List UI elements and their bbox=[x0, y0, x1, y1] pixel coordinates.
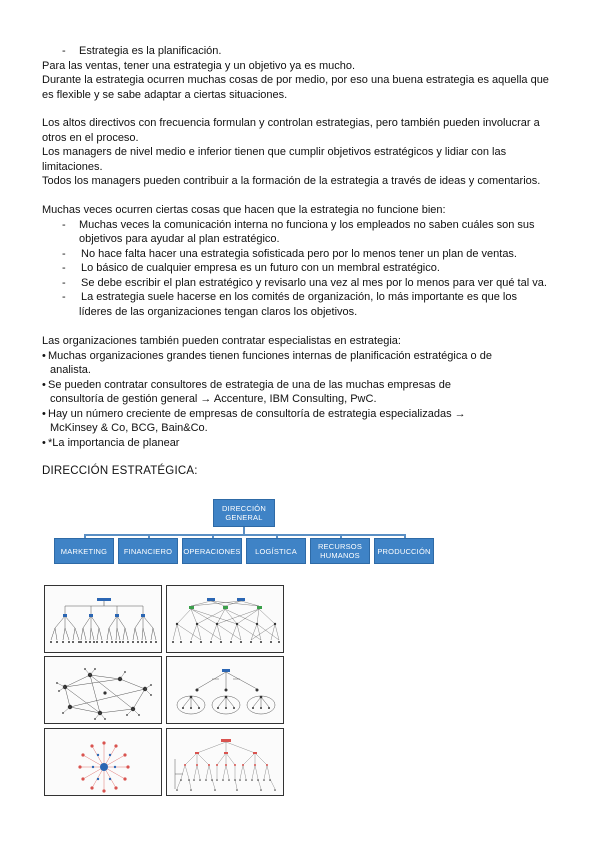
text-line: No hace falta hacer una estrategia sofisticada pero por lo menos tener un plan de ventas. bbox=[81, 247, 517, 260]
dash-bullet: - bbox=[62, 262, 66, 274]
text-line: Para las ventas, tener una estrategia y un objetivo ya es mucho. bbox=[42, 59, 356, 72]
text-line: limitaciones. bbox=[42, 160, 103, 173]
text-line: Durante la estrategia ocurren muchas cosas de por medio, por eso una buena estrategia es aquella que bbox=[42, 74, 549, 86]
text-line: Muchas organizaciones grandes tienen funciones internas de planificación estratégica o de bbox=[48, 349, 492, 362]
org-box-produccion: PRODUCCIÓN bbox=[374, 538, 434, 564]
dash-bullet: - bbox=[62, 218, 66, 231]
text-line: líderes de las organizaciones tengan claros los objetivos. bbox=[79, 305, 358, 318]
text-line: Las organizaciones también pueden contratar especialistas en estrategia: bbox=[42, 335, 401, 347]
divisional-drawing bbox=[167, 657, 285, 725]
dash-bullet: - bbox=[62, 276, 66, 289]
section-heading: DIRECCIÓN ESTRATÉGICA: bbox=[42, 465, 198, 477]
hierarchy-tree-drawing bbox=[45, 586, 163, 654]
text-line: Muchas veces ocurren ciertas cosas que hacen que la estrategia no funcione bien: bbox=[42, 204, 446, 216]
round-bullet: • bbox=[42, 407, 46, 420]
text-line: Los managers de nivel medio e inferior tienen que cumplir objetivos estratégicos y lidiar con las bbox=[42, 146, 507, 158]
text-line: Todos los managers pueden contribuir a la formación de la estrategia a través de ideas y comentarios. bbox=[42, 175, 541, 187]
text-line: consultoría de gestión general → Accenture, IBM Consulting, PwC. bbox=[50, 393, 377, 405]
text-line: Estrategia es la planificación. bbox=[79, 45, 222, 57]
sketch-hierarchy bbox=[44, 585, 162, 653]
org-connector bbox=[84, 534, 406, 536]
text-line: Se pueden contratar consultores de estrategia de una de las muchas empresas de bbox=[48, 378, 451, 391]
sketch-network bbox=[44, 656, 162, 724]
round-bullet: • bbox=[42, 349, 46, 362]
radial-drawing bbox=[45, 729, 163, 797]
text-line: La estrategia suele hacerse en los comités de organización, lo más importante es que los bbox=[81, 291, 517, 303]
text-line: Hay un número creciente de empresas de consultoría de estrategia especializadas → bbox=[48, 407, 466, 420]
text-line: analista. bbox=[50, 364, 91, 376]
text-line: Los altos directivos con frecuencia formulan y controlan estrategias, pero también pueden involucrar a bbox=[42, 117, 540, 129]
org-box-financiero: FINANCIERO bbox=[118, 538, 178, 564]
sketch-matrix bbox=[166, 585, 284, 653]
org-box-operaciones: OPERACIONES bbox=[182, 538, 242, 564]
text-line: Se debe escribir el plan estratégico y revisarlo una vez al mes por lo menos para ver qué tal va. bbox=[81, 276, 547, 289]
org-box-direccion-general: DIRECCIÓN GENERAL bbox=[213, 499, 275, 527]
text-line: es flexible y se sabe adaptar a ciertas situaciones. bbox=[42, 88, 288, 101]
org-box-marketing: MARKETING bbox=[54, 538, 114, 564]
text-line: objetivos para ayudar al plan estratégico. bbox=[79, 233, 280, 245]
dash-bullet: - bbox=[62, 45, 66, 57]
dash-bullet: - bbox=[62, 291, 66, 303]
org-box-logistica: LOGÍSTICA bbox=[246, 538, 306, 564]
sketch-radial bbox=[44, 728, 162, 796]
complex-hierarchy-drawing bbox=[167, 729, 285, 797]
text-line: otros en el proceso. bbox=[42, 131, 139, 144]
sketch-divisional bbox=[166, 656, 284, 724]
org-box-recursos-humanos: RECURSOS HUMANOS bbox=[310, 538, 370, 564]
round-bullet: • bbox=[42, 436, 46, 449]
dash-bullet: - bbox=[62, 247, 66, 260]
round-bullet: • bbox=[42, 378, 46, 391]
text-line: Muchas veces la comunicación interna no funciona y los empleados no saben cuáles son sus bbox=[79, 218, 535, 231]
text-line: Lo básico de cualquier empresa es un futuro con un membral estratégico. bbox=[81, 262, 440, 274]
text-line: McKinsey & Co, BCG, Bain&Co. bbox=[50, 422, 208, 434]
network-drawing bbox=[45, 657, 163, 725]
text-line: *La importancia de planear bbox=[48, 436, 180, 449]
sketch-complex-hierarchy bbox=[166, 728, 284, 796]
matrix-drawing bbox=[167, 586, 285, 654]
